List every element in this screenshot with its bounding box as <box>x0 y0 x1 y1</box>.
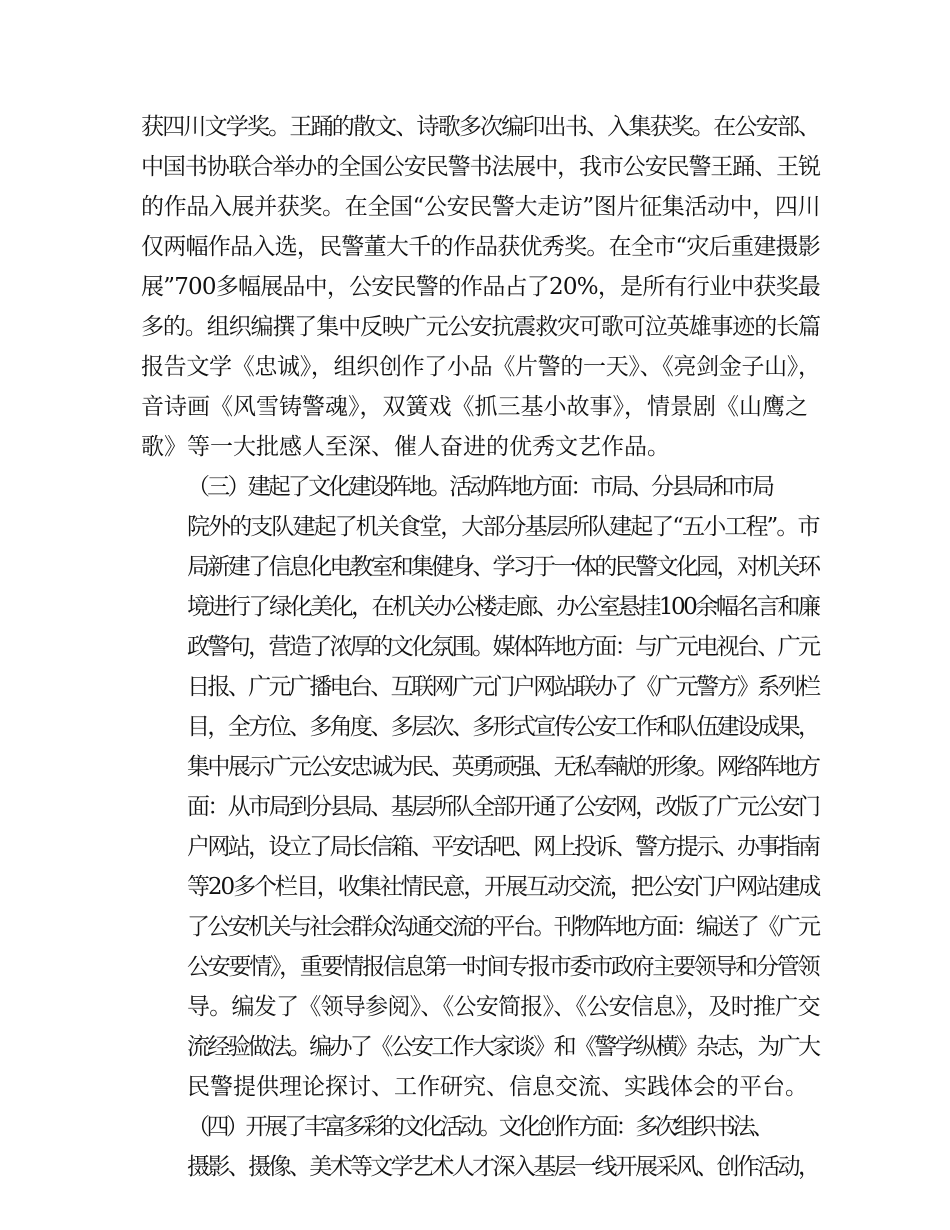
text-line: 公安要情》，重要情报信息第一时间专报市委市政府主要领导和分管领 <box>187 954 819 980</box>
text-line: （四）开展了丰富多彩的文化活动。文化创作方面：多次组织书法、 <box>187 1114 772 1140</box>
text-line: （三）建起了文化建设阵地。活动阵地方面：市局、分县局和市局 <box>187 474 773 500</box>
text-line: 流经验做法。编办了《公安工作大家谈》和《警学纵横》杂志，为广大 <box>187 1034 819 1060</box>
paragraph-3 <box>141 1107 821 1187</box>
paragraph-2 <box>141 467 821 1107</box>
text-line: 导。编发了《领导参阅》、《公安简报》、《公安信息》，及时推广交 <box>187 994 820 1020</box>
text-line: 户网站，设立了局长信箱、平安话吧、网上投诉、警方提示、办事指南 <box>187 834 819 860</box>
text-line: 局新建了信息化电教室和集健身、学习于一体的民警文化园，对机关环 <box>187 554 819 580</box>
text-line: 摄影、摄像、美术等文学艺术人才深入基层一线开展采风、创作活动， <box>187 1154 819 1180</box>
document-body <box>141 107 821 1187</box>
text-line: 报告文学《忠诚》，组织创作了小品《片警的一天》、《亮剑金子山》， <box>141 354 821 380</box>
text-line: 面：从市局到分县局、基层所队全部开通了公安网，改版了广元公安门 <box>187 794 819 820</box>
text-line: 多的。组织编撰了集中反映广元公安抗震救灾可歌可泣英雄事迹的长篇 <box>141 314 820 340</box>
text-line: 音诗画《风雪铸警魂》，双簧戏《抓三基小故事》，情景剧《山鹰之 <box>141 394 808 420</box>
text-line: 仅两幅作品入选，民警董大千的作品获优秀奖。在全市“灾后重建摄影 <box>141 234 821 260</box>
text-line: 等20多个栏目，收集社情民意，开展互动交流，把公安门户网站建成 <box>187 874 820 900</box>
text-line: 歌》等一大批感人至深、催人奋进的优秀文艺作品。 <box>141 434 670 460</box>
text-line: 了公安机关与社会群众沟通交流的平台。刊物阵地方面：编送了《广元 <box>187 914 819 940</box>
text-line: 的作品入展并获奖。在全国“公安民警大走访”图片征集活动中，四川 <box>141 194 821 220</box>
text-line: 政警句，营造了浓厚的文化氛围。媒体阵地方面：与广元电视台、广元 <box>187 634 819 660</box>
text-line: 获四川文学奖。王踊的散文、诗歌多次编印出书、入集获奖。在公安部、 <box>141 114 820 140</box>
paragraph-1 <box>141 107 821 467</box>
text-line: 境进行了绿化美化，在机关办公楼走廊、办公室悬挂100余幅名言和廉 <box>187 594 819 620</box>
text-line: 日报、广元广播电台、互联网广元门户网站联办了《广元警方》系列栏 <box>187 674 819 700</box>
text-line: 中国书协联合举办的全国公安民警书法展中，我市公安民警王踊、王锐 <box>141 154 820 180</box>
text-line: 集中展示广元公安忠诚为民、英勇顽强、无私奉献的形象。网络阵地方 <box>187 754 819 780</box>
text-line: 院外的支队建起了机关食堂，大部分基层所队建起了“五小工程”。市 <box>187 514 819 540</box>
text-line: 目，全方位、多角度、多层次、多形式宣传公安工作和队伍建设成果， <box>187 714 819 740</box>
text-line: 民警提供理论探讨、工作研究、信息交流、实践体会的平台。 <box>187 1074 808 1100</box>
text-line: 展”700多幅展品中，公安民警的作品占了20%，是所有行业中获奖最 <box>141 274 821 300</box>
